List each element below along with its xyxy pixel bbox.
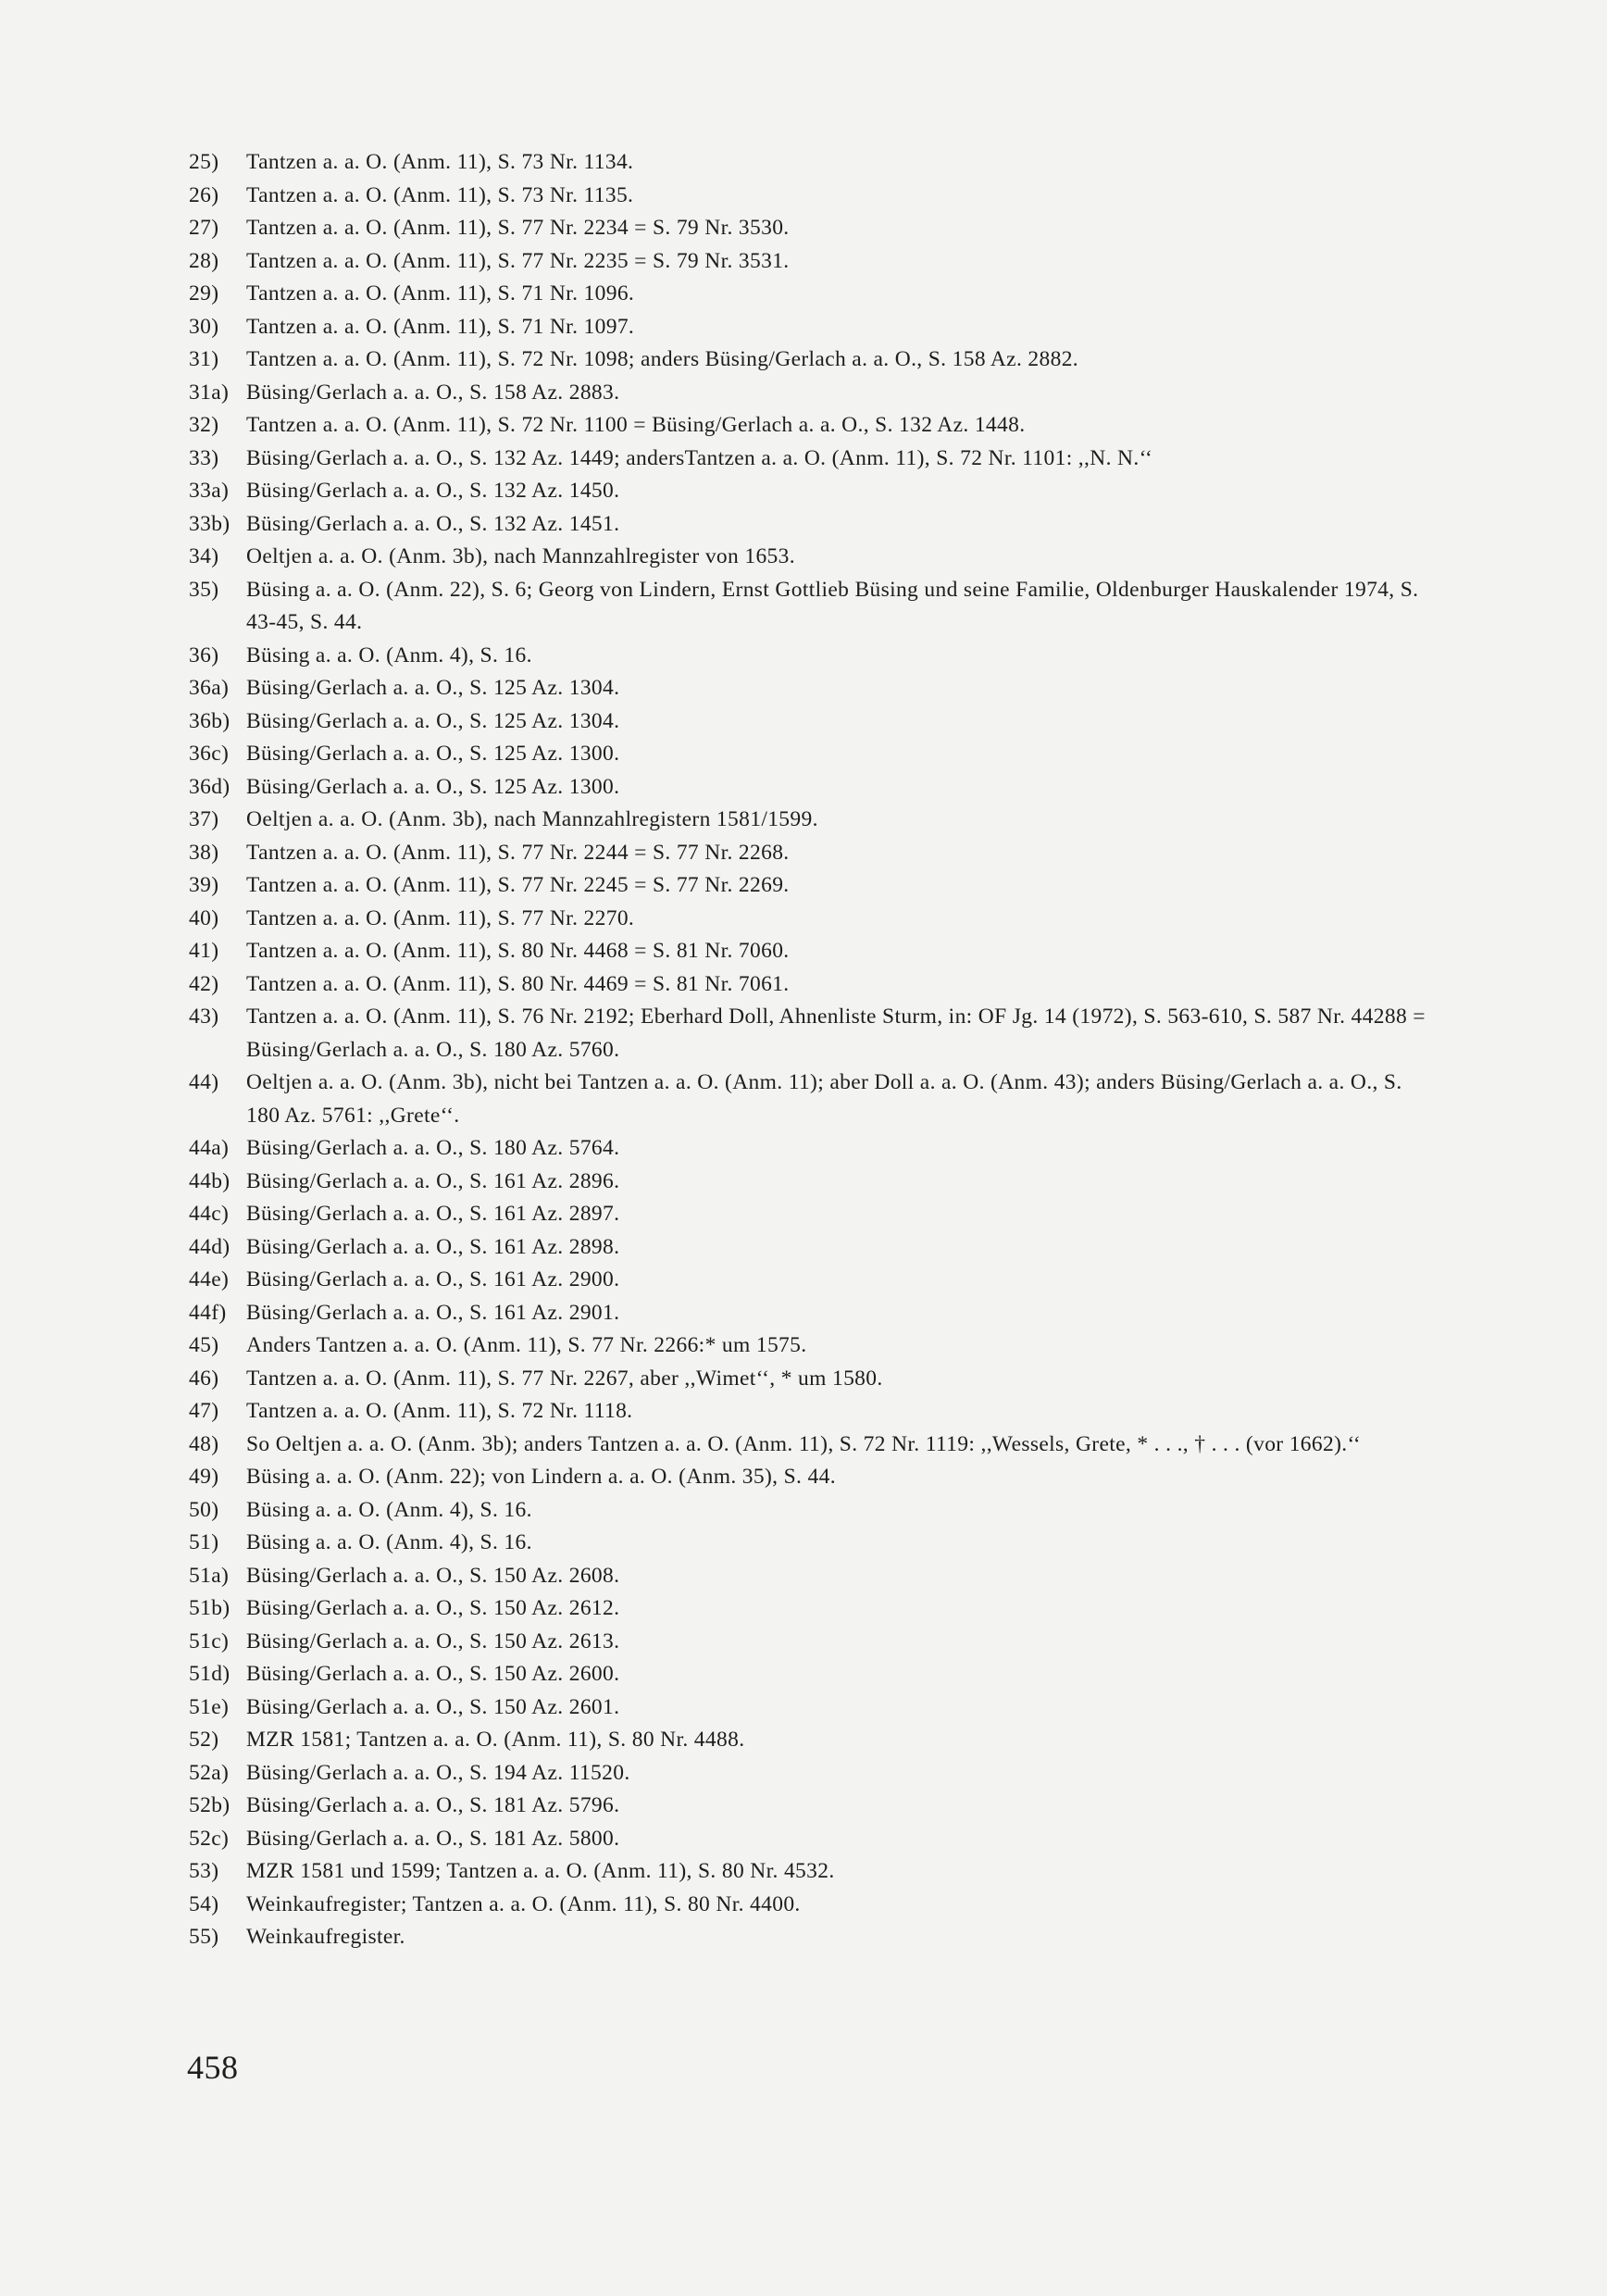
footnote-item xyxy=(189,245,1429,279)
footnote-text: Büsing a. a. O. (Anm. 4), S. 16. xyxy=(246,1497,532,1522)
footnote-text: Weinkaufregister. xyxy=(246,1925,405,1949)
footnote-number: 35) xyxy=(189,577,219,602)
footnote-item xyxy=(189,311,1429,344)
footnote-text: Tantzen a. a. O. (Anm. 11), S. 73 Nr. 1135. xyxy=(246,182,634,207)
footnote-item xyxy=(189,1921,1429,1954)
footnote-number: 30) xyxy=(189,314,219,339)
footnote-text: Büsing/Gerlach a. a. O., S. 132 Az. 1449; andersTantzen a. a. O. (Anm. 11), S. 72 Nr. 1101: ,,N. N.‘‘ xyxy=(246,445,1153,470)
footnote-text: Büsing/Gerlach a. a. O., S. 132 Az. 1451. xyxy=(246,511,620,536)
footnote-text: Büsing/Gerlach a. a. O., S. 161 Az. 2898. xyxy=(246,1234,620,1259)
footnote-item xyxy=(189,1429,1429,1462)
footnote-number: 33a) xyxy=(189,479,230,503)
footnote-text: Tantzen a. a. O. (Anm. 11), S. 77 Nr. 2234 = S. 79 Nr. 3530. xyxy=(246,216,790,240)
footnote-number: 51a) xyxy=(189,1563,230,1588)
footnote-text: Tantzen a. a. O. (Anm. 11), S. 72 Nr. 1118. xyxy=(246,1399,633,1423)
footnote-text: Büsing/Gerlach a. a. O., S. 158 Az. 2883. xyxy=(246,380,620,405)
footnote-text: Tantzen a. a. O. (Anm. 11), S. 80 Nr. 4468 = S. 81 Nr. 7060. xyxy=(246,939,790,963)
footnote-text: Tantzen a. a. O. (Anm. 11), S. 80 Nr. 4469 = S. 81 Nr. 7061. xyxy=(246,971,790,996)
footnote-number: 33) xyxy=(189,445,219,470)
footnote-text: Büsing a. a. O. (Anm. 22), S. 6; Georg von Lindern, Ernst Gottlieb Büsing und seine Familie, Oldenburger Hauskalender 1974, S. 43-45, S. 44. xyxy=(246,577,1419,634)
footnote-item xyxy=(189,1001,1429,1067)
footnote-number: 27) xyxy=(189,216,219,240)
footnote-text: Büsing/Gerlach a. a. O., S. 161 Az. 2896. xyxy=(246,1168,620,1193)
footnote-text: Büsing/Gerlach a. a. O., S. 132 Az. 1450. xyxy=(246,479,620,503)
footnote-number: 33b) xyxy=(189,511,230,536)
footnote-item xyxy=(189,1757,1429,1791)
footnote-text: Büsing/Gerlach a. a. O., S. 150 Az. 2600. xyxy=(246,1662,620,1686)
footnote-number: 44f) xyxy=(189,1300,227,1325)
footnote-text: Büsing/Gerlach a. a. O., S. 150 Az. 2612. xyxy=(246,1596,620,1620)
footnote-text: Büsing/Gerlach a. a. O., S. 161 Az. 2897. xyxy=(246,1202,620,1226)
footnote-item xyxy=(189,443,1429,476)
footnote-number: 26) xyxy=(189,182,219,207)
footnote-number: 54) xyxy=(189,1891,219,1916)
footnote-number: 44c) xyxy=(189,1202,230,1226)
footnote-item xyxy=(189,869,1429,903)
footnote-item xyxy=(189,574,1429,640)
footnote-item xyxy=(189,935,1429,968)
footnote-number: 36a) xyxy=(189,676,230,700)
footnote-item xyxy=(189,771,1429,805)
footnote-number: 51e) xyxy=(189,1694,230,1719)
footnote-text: Oeltjen a. a. O. (Anm. 3b), nach Mannzahlregister von 1653. xyxy=(246,544,795,568)
footnote-text: Büsing/Gerlach a. a. O., S. 150 Az. 2608. xyxy=(246,1563,620,1588)
footnote-item xyxy=(189,278,1429,311)
footnote-item xyxy=(189,1889,1429,1922)
footnote-text: Büsing a. a. O. (Anm. 22); von Lindern a. a. O. (Anm. 35), S. 44. xyxy=(246,1465,836,1489)
footnote-item xyxy=(189,640,1429,673)
footnote-item xyxy=(189,475,1429,508)
footnote-text: Büsing/Gerlach a. a. O., S. 125 Az. 1304. xyxy=(246,676,620,700)
footnote-list xyxy=(189,146,1429,1954)
footnote-item xyxy=(189,508,1429,542)
footnote-text: Büsing/Gerlach a. a. O., S. 181 Az. 5800. xyxy=(246,1826,620,1851)
footnote-item xyxy=(189,1658,1429,1691)
footnote-item xyxy=(189,1855,1429,1889)
footnote-text: Büsing a. a. O. (Anm. 4), S. 16. xyxy=(246,643,532,668)
footnote-number: 36) xyxy=(189,643,219,668)
footnote-text: Tantzen a. a. O. (Anm. 11), S. 77 Nr. 2245 = S. 77 Nr. 2269. xyxy=(246,873,790,897)
footnote-number: 38) xyxy=(189,840,219,865)
footnote-item xyxy=(189,1560,1429,1593)
footnote-number: 36c) xyxy=(189,742,230,766)
footnote-item xyxy=(189,1198,1429,1231)
footnote-number: 53) xyxy=(189,1859,219,1883)
footnote-item xyxy=(189,804,1429,837)
footnote-number: 37) xyxy=(189,807,219,831)
footnote-item xyxy=(189,672,1429,705)
footnote-number: 36d) xyxy=(189,774,230,799)
footnote-text: Oeltjen a. a. O. (Anm. 3b), nach Mannzahlregistern 1581/1599. xyxy=(246,807,818,831)
footnote-number: 51d) xyxy=(189,1662,230,1686)
footnote-number: 25) xyxy=(189,150,219,174)
footnote-text: Büsing/Gerlach a. a. O., S. 150 Az. 2601. xyxy=(246,1694,620,1719)
footnote-text: Tantzen a. a. O. (Anm. 11), S. 71 Nr. 1096. xyxy=(246,281,635,306)
footnote-number: 31) xyxy=(189,347,219,371)
footnote-item xyxy=(189,1264,1429,1297)
footnote-number: 45) xyxy=(189,1333,219,1357)
footnote-item xyxy=(189,1527,1429,1560)
footnote-item xyxy=(189,837,1429,870)
footnote-number: 50) xyxy=(189,1497,219,1522)
footnote-item xyxy=(189,903,1429,936)
footnote-text: Tantzen a. a. O. (Anm. 11), S. 77 Nr. 2244 = S. 77 Nr. 2268. xyxy=(246,840,790,865)
footnote-item xyxy=(189,180,1429,213)
footnote-number: 43) xyxy=(189,1004,219,1029)
footnote-number: 44) xyxy=(189,1070,219,1094)
footnote-number: 39) xyxy=(189,873,219,897)
footnote-text: Büsing/Gerlach a. a. O., S. 150 Az. 2613. xyxy=(246,1628,620,1653)
footnote-number: 51b) xyxy=(189,1596,230,1620)
footnote-item xyxy=(189,1329,1429,1363)
footnote-number: 42) xyxy=(189,971,219,996)
footnote-text: Büsing/Gerlach a. a. O., S. 125 Az. 1300. xyxy=(246,774,620,799)
footnote-item xyxy=(189,1132,1429,1166)
footnote-text: Büsing/Gerlach a. a. O., S. 181 Az. 5796. xyxy=(246,1793,620,1817)
footnote-number: 51) xyxy=(189,1530,219,1554)
footnote-item xyxy=(189,738,1429,771)
footnote-text: Tantzen a. a. O. (Anm. 11), S. 77 Nr. 2270. xyxy=(246,905,635,930)
footnote-number: 48) xyxy=(189,1431,219,1456)
footnote-number: 51c) xyxy=(189,1628,230,1653)
footnote-number: 31a) xyxy=(189,380,230,405)
footnote-item xyxy=(189,1592,1429,1626)
footnote-number: 49) xyxy=(189,1465,219,1489)
footnote-item xyxy=(189,705,1429,739)
footnote-number: 41) xyxy=(189,939,219,963)
footnote-number: 36b) xyxy=(189,708,230,733)
footnote-number: 52c) xyxy=(189,1826,230,1851)
footnote-text: Oeltjen a. a. O. (Anm. 3b), nicht bei Tantzen a. a. O. (Anm. 11); aber Doll a. a. O. (Anm. 43); anders Büsing/Gerlach a. a. O., S. 180 Az. 5761: ,,Grete‘‘. xyxy=(246,1070,1402,1128)
footnote-number: 44b) xyxy=(189,1168,230,1193)
footnote-number: 52a) xyxy=(189,1760,230,1785)
footnote-number: 47) xyxy=(189,1399,219,1423)
footnote-number: 44d) xyxy=(189,1234,230,1259)
footnote-number: 44e) xyxy=(189,1267,230,1292)
page-number: 458 xyxy=(187,2049,239,2086)
footnote-number: 52) xyxy=(189,1728,219,1752)
footnote-item xyxy=(189,968,1429,1002)
footnote-item xyxy=(189,1823,1429,1856)
footnote-item xyxy=(189,409,1429,443)
footnote-item xyxy=(189,343,1429,377)
footnote-text: Tantzen a. a. O. (Anm. 11), S. 71 Nr. 1097. xyxy=(246,314,635,339)
footnote-text: Tantzen a. a. O. (Anm. 11), S. 77 Nr. 2235 = S. 79 Nr. 3531. xyxy=(246,248,790,273)
footnote-number: 55) xyxy=(189,1925,219,1949)
footnote-item xyxy=(189,1626,1429,1659)
footnote-number: 29) xyxy=(189,281,219,306)
footnote-text: MZR 1581; Tantzen a. a. O. (Anm. 11), S. 80 Nr. 4488. xyxy=(246,1728,745,1752)
footnote-item xyxy=(189,1691,1429,1725)
footnote-text: Büsing/Gerlach a. a. O., S. 161 Az. 2900. xyxy=(246,1267,620,1292)
footnote-item xyxy=(189,1166,1429,1199)
footnote-item xyxy=(189,1395,1429,1429)
footnote-number: 32) xyxy=(189,413,219,437)
footnote-item xyxy=(189,146,1429,180)
footnote-item xyxy=(189,1363,1429,1396)
footnote-text: Büsing a. a. O. (Anm. 4), S. 16. xyxy=(246,1530,532,1554)
footnote-text: Anders Tantzen a. a. O. (Anm. 11), S. 77 Nr. 2266:* um 1575. xyxy=(246,1333,807,1357)
footnote-item xyxy=(189,1790,1429,1823)
footnote-text: Büsing/Gerlach a. a. O., S. 125 Az. 1304. xyxy=(246,708,620,733)
footnote-number: 40) xyxy=(189,905,219,930)
footnote-text: Büsing/Gerlach a. a. O., S. 194 Az. 11520. xyxy=(246,1760,630,1785)
footnote-text: Büsing/Gerlach a. a. O., S. 180 Az. 5764. xyxy=(246,1136,620,1160)
footnote-number: 28) xyxy=(189,248,219,273)
footnote-number: 46) xyxy=(189,1366,219,1391)
footnote-item xyxy=(189,1494,1429,1528)
footnote-item xyxy=(189,1297,1429,1330)
footnote-item xyxy=(189,1067,1429,1132)
footnote-item xyxy=(189,1461,1429,1494)
footnote-number: 52b) xyxy=(189,1793,230,1817)
footnote-item xyxy=(189,541,1429,574)
footnote-text: Büsing/Gerlach a. a. O., S. 161 Az. 2901. xyxy=(246,1300,620,1325)
footnote-text: Tantzen a. a. O. (Anm. 11), S. 72 Nr. 1100 = Büsing/Gerlach a. a. O., S. 132 Az. 1448. xyxy=(246,413,1026,437)
footnote-item xyxy=(189,377,1429,410)
footnote-item xyxy=(189,212,1429,245)
footnote-text: Tantzen a. a. O. (Anm. 11), S. 76 Nr. 2192; Eberhard Doll, Ahnenliste Sturm, in: OF Jg. 14 (1972), S. 563-610, S. 587 Nr. 44288 = Büsing/Gerlach a. a. O., S. 180 Az. 5760. xyxy=(246,1004,1426,1062)
footnote-number: 34) xyxy=(189,544,219,568)
footnote-text: So Oeltjen a. a. O. (Anm. 3b); anders Tantzen a. a. O. (Anm. 11), S. 72 Nr. 1119: ,,Wessels, Grete, * . . ., † . . . (vor 1662).‘‘ xyxy=(246,1431,1362,1456)
footnote-item xyxy=(189,1724,1429,1757)
footnote-text: Büsing/Gerlach a. a. O., S. 125 Az. 1300. xyxy=(246,742,620,766)
footnote-item xyxy=(189,1231,1429,1265)
footnote-text: Weinkaufregister; Tantzen a. a. O. (Anm. 11), S. 80 Nr. 4400. xyxy=(246,1891,801,1916)
footnote-text: Tantzen a. a. O. (Anm. 11), S. 72 Nr. 1098; anders Büsing/Gerlach a. a. O., S. 158 Az. 2882. xyxy=(246,347,1079,371)
footnote-text: Tantzen a. a. O. (Anm. 11), S. 77 Nr. 2267, aber ,,Wimet‘‘, * um 1580. xyxy=(246,1366,883,1391)
footnote-number: 44a) xyxy=(189,1136,230,1160)
footnote-text: MZR 1581 und 1599; Tantzen a. a. O. (Anm. 11), S. 80 Nr. 4532. xyxy=(246,1859,835,1883)
footnote-text: Tantzen a. a. O. (Anm. 11), S. 73 Nr. 1134. xyxy=(246,150,634,174)
